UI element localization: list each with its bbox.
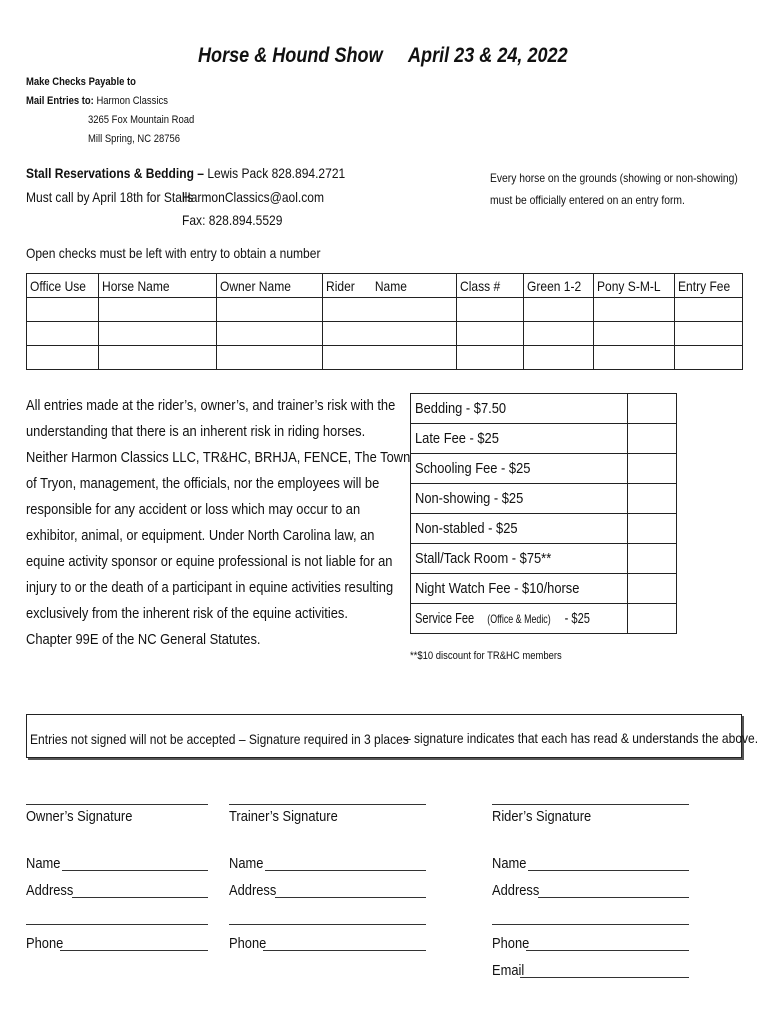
disclaimer-line: All entries made at the rider’s, owner’s, and trainer’s risk with the [26, 397, 396, 414]
trainer-phone-label: Phone [229, 935, 267, 952]
cell-green[interactable] [524, 298, 594, 322]
trainer-name-label: Name [229, 855, 264, 872]
liability-disclaimer [26, 393, 411, 653]
cell-green[interactable] [524, 322, 594, 346]
cell-pony[interactable] [594, 346, 675, 370]
cell-horse-name[interactable] [99, 298, 217, 322]
stall-heading: Stall Reservations & Bedding – [26, 165, 204, 181]
owner-address-label: Address [26, 882, 74, 899]
mail-entries-label: Mail Entries to: [26, 95, 94, 107]
col-office-use: Office Use [27, 274, 99, 298]
fee-label: Service Fee (Office & Medic) - $25 [411, 604, 628, 634]
trainer-signature-line[interactable] [229, 804, 426, 805]
fee-row [411, 514, 677, 544]
fee-label: Night Watch Fee - $10/horse [411, 574, 628, 604]
cell-class-number[interactable] [456, 346, 524, 370]
entry-table-header-row [27, 274, 743, 298]
disclaimer-line: Neither Harmon Classics LLC, TR&HC, BRHJA, FENCE, The Town [26, 449, 411, 466]
stall-contact: Lewis Pack 828.894.2721 [207, 165, 346, 181]
owner-address-field[interactable] [72, 897, 208, 898]
signature-notice-right: – signature indicates that each has read & understands the above. [404, 730, 759, 746]
fee-row [411, 424, 677, 454]
fee-checkbox[interactable] [628, 514, 677, 544]
cell-class-number[interactable] [456, 298, 524, 322]
col-pony: Pony S-M-L [594, 274, 675, 298]
fee-label: Non-showing - $25 [411, 484, 628, 514]
trainer-address-label: Address [229, 882, 277, 899]
disclaimer-line: equine activity sponsor or equine professional is not liable for an [26, 553, 393, 570]
trainer-signature-label: Trainer’s Signature [229, 808, 338, 825]
every-horse-notice-1: Every horse on the grounds (showing or non-showing) [490, 171, 738, 185]
cell-pony[interactable] [594, 322, 675, 346]
cell-rider-name[interactable] [323, 298, 457, 322]
rider-email-field[interactable] [520, 977, 689, 978]
stall-reservations-line [26, 165, 345, 181]
mail-entries-line [26, 95, 168, 107]
disclaimer-line: understanding that there is an inherent risk in riding horses. [26, 423, 366, 440]
rider-address-label: Address [492, 882, 540, 899]
rider-phone-field[interactable] [526, 950, 689, 951]
fee-label: Stall/Tack Room - $75** [411, 544, 628, 574]
disclaimer-line: exhibitor, animal, or equipment. Under North Carolina law, an [26, 527, 375, 544]
every-horse-notice-2: must be officially entered on an entry form. [490, 193, 685, 207]
cell-rider-name[interactable] [323, 322, 457, 346]
cell-entry-fee[interactable] [675, 346, 743, 370]
owner-name-field[interactable] [62, 870, 208, 871]
fee-checkbox[interactable] [628, 394, 677, 424]
col-entry-fee: Entry Fee [675, 274, 743, 298]
fee-checkbox[interactable] [628, 424, 677, 454]
cell-pony[interactable] [594, 298, 675, 322]
table-row[interactable] [27, 346, 743, 370]
col-owner-name: Owner Name [216, 274, 322, 298]
rider-email-label: Email [492, 962, 525, 979]
fee-checkbox[interactable] [628, 604, 677, 634]
disclaimer-line: responsible for any accident or loss which may occur to an [26, 501, 361, 518]
entry-table [26, 273, 743, 370]
rider-signature-label: Rider’s Signature [492, 808, 592, 825]
disclaimer-line: Chapter 99E of the NC General Statutes. [26, 631, 261, 648]
stall-fax: Fax: 828.894.5529 [182, 212, 283, 228]
open-checks-note: Open checks must be left with entry to obtain a number [26, 245, 321, 261]
cell-office-use[interactable] [27, 322, 99, 346]
rider-name-label: Name [492, 855, 527, 872]
trainer-address-line-2[interactable] [229, 924, 426, 925]
table-row[interactable] [27, 322, 743, 346]
col-green: Green 1-2 [524, 274, 594, 298]
fee-row [411, 544, 677, 574]
fees-table [410, 393, 677, 634]
table-row[interactable] [27, 298, 743, 322]
disclaimer-line: of Tryon, management, the officials, nor the employees will be [26, 475, 380, 492]
show-title: Horse & Hound Show [198, 44, 383, 67]
fee-checkbox[interactable] [628, 454, 677, 484]
cell-rider-name[interactable] [323, 346, 457, 370]
fee-checkbox[interactable] [628, 544, 677, 574]
rider-signature-line[interactable] [492, 804, 689, 805]
owner-signature-line[interactable] [26, 804, 208, 805]
fee-checkbox[interactable] [628, 484, 677, 514]
cell-class-number[interactable] [456, 322, 524, 346]
stall-email: HarmonClassics@aol.com [182, 189, 325, 205]
trainer-name-field[interactable] [265, 870, 426, 871]
rider-address-line-2[interactable] [492, 924, 689, 925]
mail-street: 3265 Fox Mountain Road [88, 114, 195, 126]
owner-address-line-2[interactable] [26, 924, 208, 925]
cell-entry-fee[interactable] [675, 322, 743, 346]
fee-checkbox[interactable] [628, 574, 677, 604]
fee-row [411, 484, 677, 514]
signature-notice-left: Entries not signed will not be accepted – Signature required in 3 places [30, 731, 409, 747]
owner-name-label: Name [26, 855, 61, 872]
cell-owner-name[interactable] [216, 322, 322, 346]
fee-label: Bedding - $7.50 [411, 394, 628, 424]
cell-owner-name[interactable] [216, 346, 322, 370]
cell-office-use[interactable] [27, 346, 99, 370]
fee-label: Schooling Fee - $25 [411, 454, 628, 484]
disclaimer-line: injury to or the death of a participant in equine activities resulting [26, 579, 394, 596]
discount-footnote: **$10 discount for TR&HC members [410, 650, 562, 662]
show-dates: April 23 & 24, 2022 [408, 44, 568, 67]
rider-address-field[interactable] [538, 897, 689, 898]
cell-office-use[interactable] [27, 298, 99, 322]
stall-must-call: Must call by April 18th for Stalls [26, 189, 194, 205]
fee-row [411, 604, 677, 634]
fee-row [411, 574, 677, 604]
fee-row [411, 454, 677, 484]
rider-phone-label: Phone [492, 935, 530, 952]
cell-horse-name[interactable] [99, 322, 217, 346]
owner-phone-label: Phone [26, 935, 64, 952]
col-rider-name: Rider Name [323, 274, 457, 298]
rider-name-field[interactable] [528, 870, 689, 871]
trainer-phone-field[interactable] [263, 950, 426, 951]
cell-entry-fee[interactable] [675, 298, 743, 322]
cell-owner-name[interactable] [216, 298, 322, 322]
trainer-address-field[interactable] [275, 897, 426, 898]
mail-name: Harmon Classics [96, 95, 168, 107]
mail-city: Mill Spring, NC 28756 [88, 133, 181, 145]
disclaimer-line: exclusively from the inherent risk of the equine activities. [26, 605, 348, 622]
cell-horse-name[interactable] [99, 346, 217, 370]
col-horse-name: Horse Name [99, 274, 217, 298]
owner-signature-label: Owner’s Signature [26, 808, 133, 825]
make-checks-label: Make Checks Payable to [26, 76, 136, 88]
col-class-number: Class # [456, 274, 524, 298]
fee-label: Non-stabled - $25 [411, 514, 628, 544]
fee-label: Late Fee - $25 [411, 424, 628, 454]
fee-row [411, 394, 677, 424]
cell-green[interactable] [524, 346, 594, 370]
owner-phone-field[interactable] [60, 950, 208, 951]
